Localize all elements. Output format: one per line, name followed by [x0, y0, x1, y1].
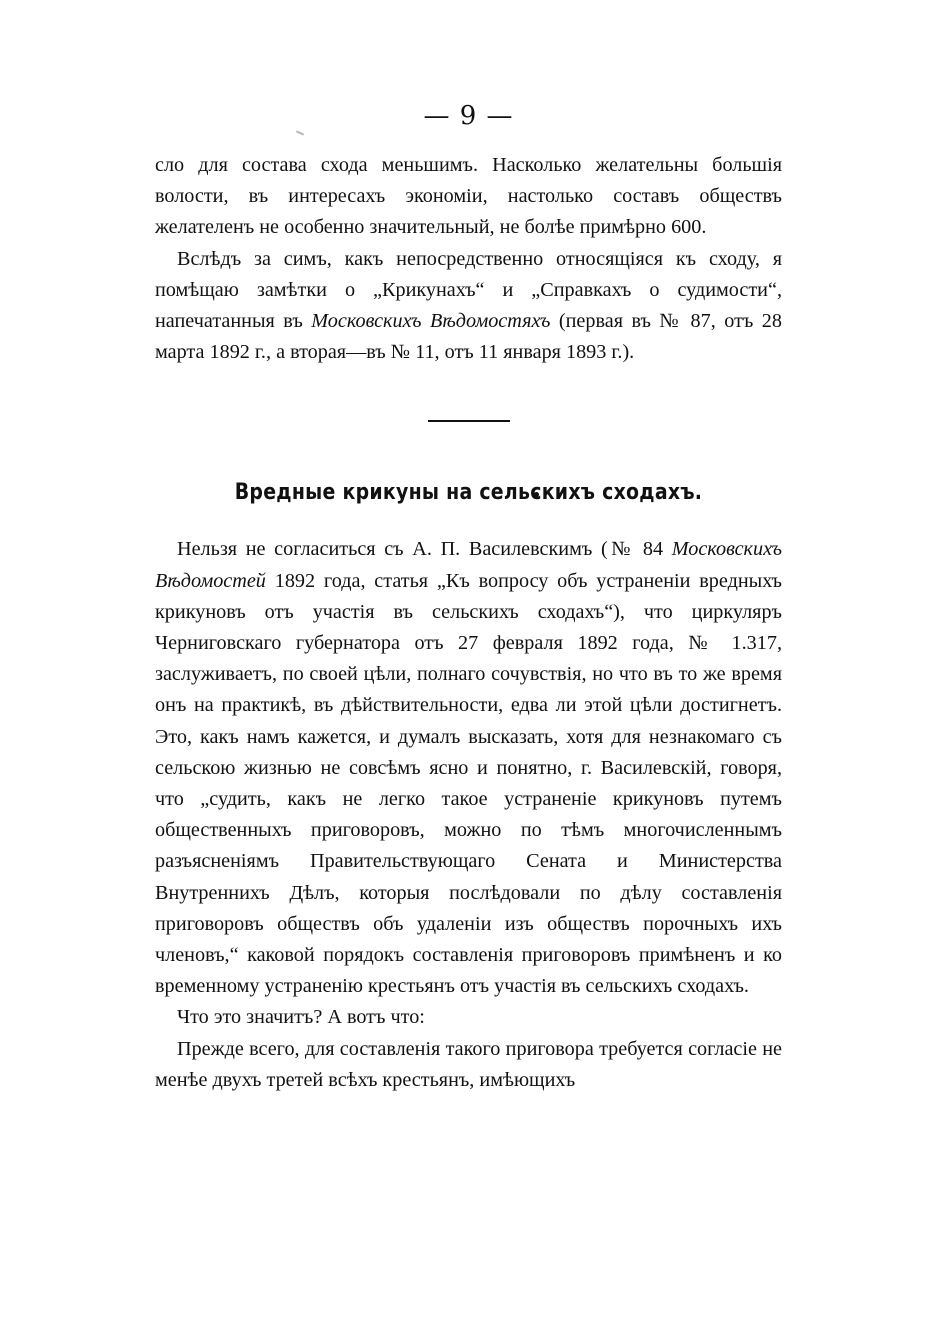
book-page — [155, 96, 782, 1096]
article-paragraph-1-text-b: 1892 года, статья „Къ вопросу объ устраненіи вредныхъ крикуновъ отъ участія въ сельскихъ сходахъ“), что циркуляръ Черниговскаго губернатора отъ 27 февраля 1892 года, № 1.317, заслуживаетъ, по своей цѣли, полнаго сочувствія, но что въ то же время онъ на практикѣ, въ дѣйствительности, едва ли этой цѣли достигнетъ. Это, какъ намъ кажется, и думалъ высказать, хотя для незнакомаго съ сельскою жизнью не совсѣмъ ясно и понятно, г. Василевскій, говоря, что „судить, какъ не легко такое устраненіе крикуновъ путемъ общественныхъ приговоровъ, можно по тѣмъ многочисленнымъ разъясненіямъ Правительствующаго Сената и Министерства Внутреннихъ Дѣлъ, которыя послѣдовали по дѣлу составленія приговоровъ обществъ объ удаленіи изъ обществъ порочныхъ ихъ членовъ,“ каковой порядокъ составленія приговоровъ примѣненъ и ко временному устраненію крестьянъ отъ участія въ сельскихъ сходахъ. — [155, 569, 782, 998]
intro-paragraph-2-text-b: (первая въ № 87, отъ 28 марта 1892 г., а вторая—въ № 11, отъ 11 января 1893 г.). — [155, 310, 782, 364]
intro-paragraph-1: сло для состава схода меньшимъ. Насколько желательны большія волости, въ интересахъ экономіи, настолько составъ обществъ желателенъ не особенно значительный, не болѣе примѣрно 600. — [155, 154, 782, 239]
article-paragraph-1 — [155, 534, 782, 1002]
intro-paragraph-2-text-a: Вслѣдъ за симъ, какъ непосредственно относящіяся къ сходу, я помѣщаю замѣтки о „Крикунахъ“ и „Справкахъ о судимости“, напечатанныя въ — [155, 247, 782, 333]
section-divider — [428, 420, 510, 422]
article-paragraph-2: Что это значитъ? А вотъ что: — [177, 1006, 425, 1029]
article-title: Вредные крикуны на сельскихъ сходахъ. — [234, 480, 703, 506]
article-paragraph-3: Прежде всего, для составленія такого приговора требуется согласіе не менѣе двухъ третей всѣхъ крестьянъ, имѣющихъ — [155, 1037, 782, 1091]
article-paragraph-1-text-a: Нельзя не согласиться съ А. П. Василевскимъ (№ 84 — [177, 538, 672, 561]
intro-paragraph-2 — [155, 244, 782, 369]
article-paragraph-1-italic: Московскихъ Вѣдомостей — [155, 538, 782, 592]
intro-paragraph-2-italic: Московскихъ Вѣдомостяхъ — [311, 310, 551, 333]
page-number: — 9 — — [423, 101, 514, 131]
